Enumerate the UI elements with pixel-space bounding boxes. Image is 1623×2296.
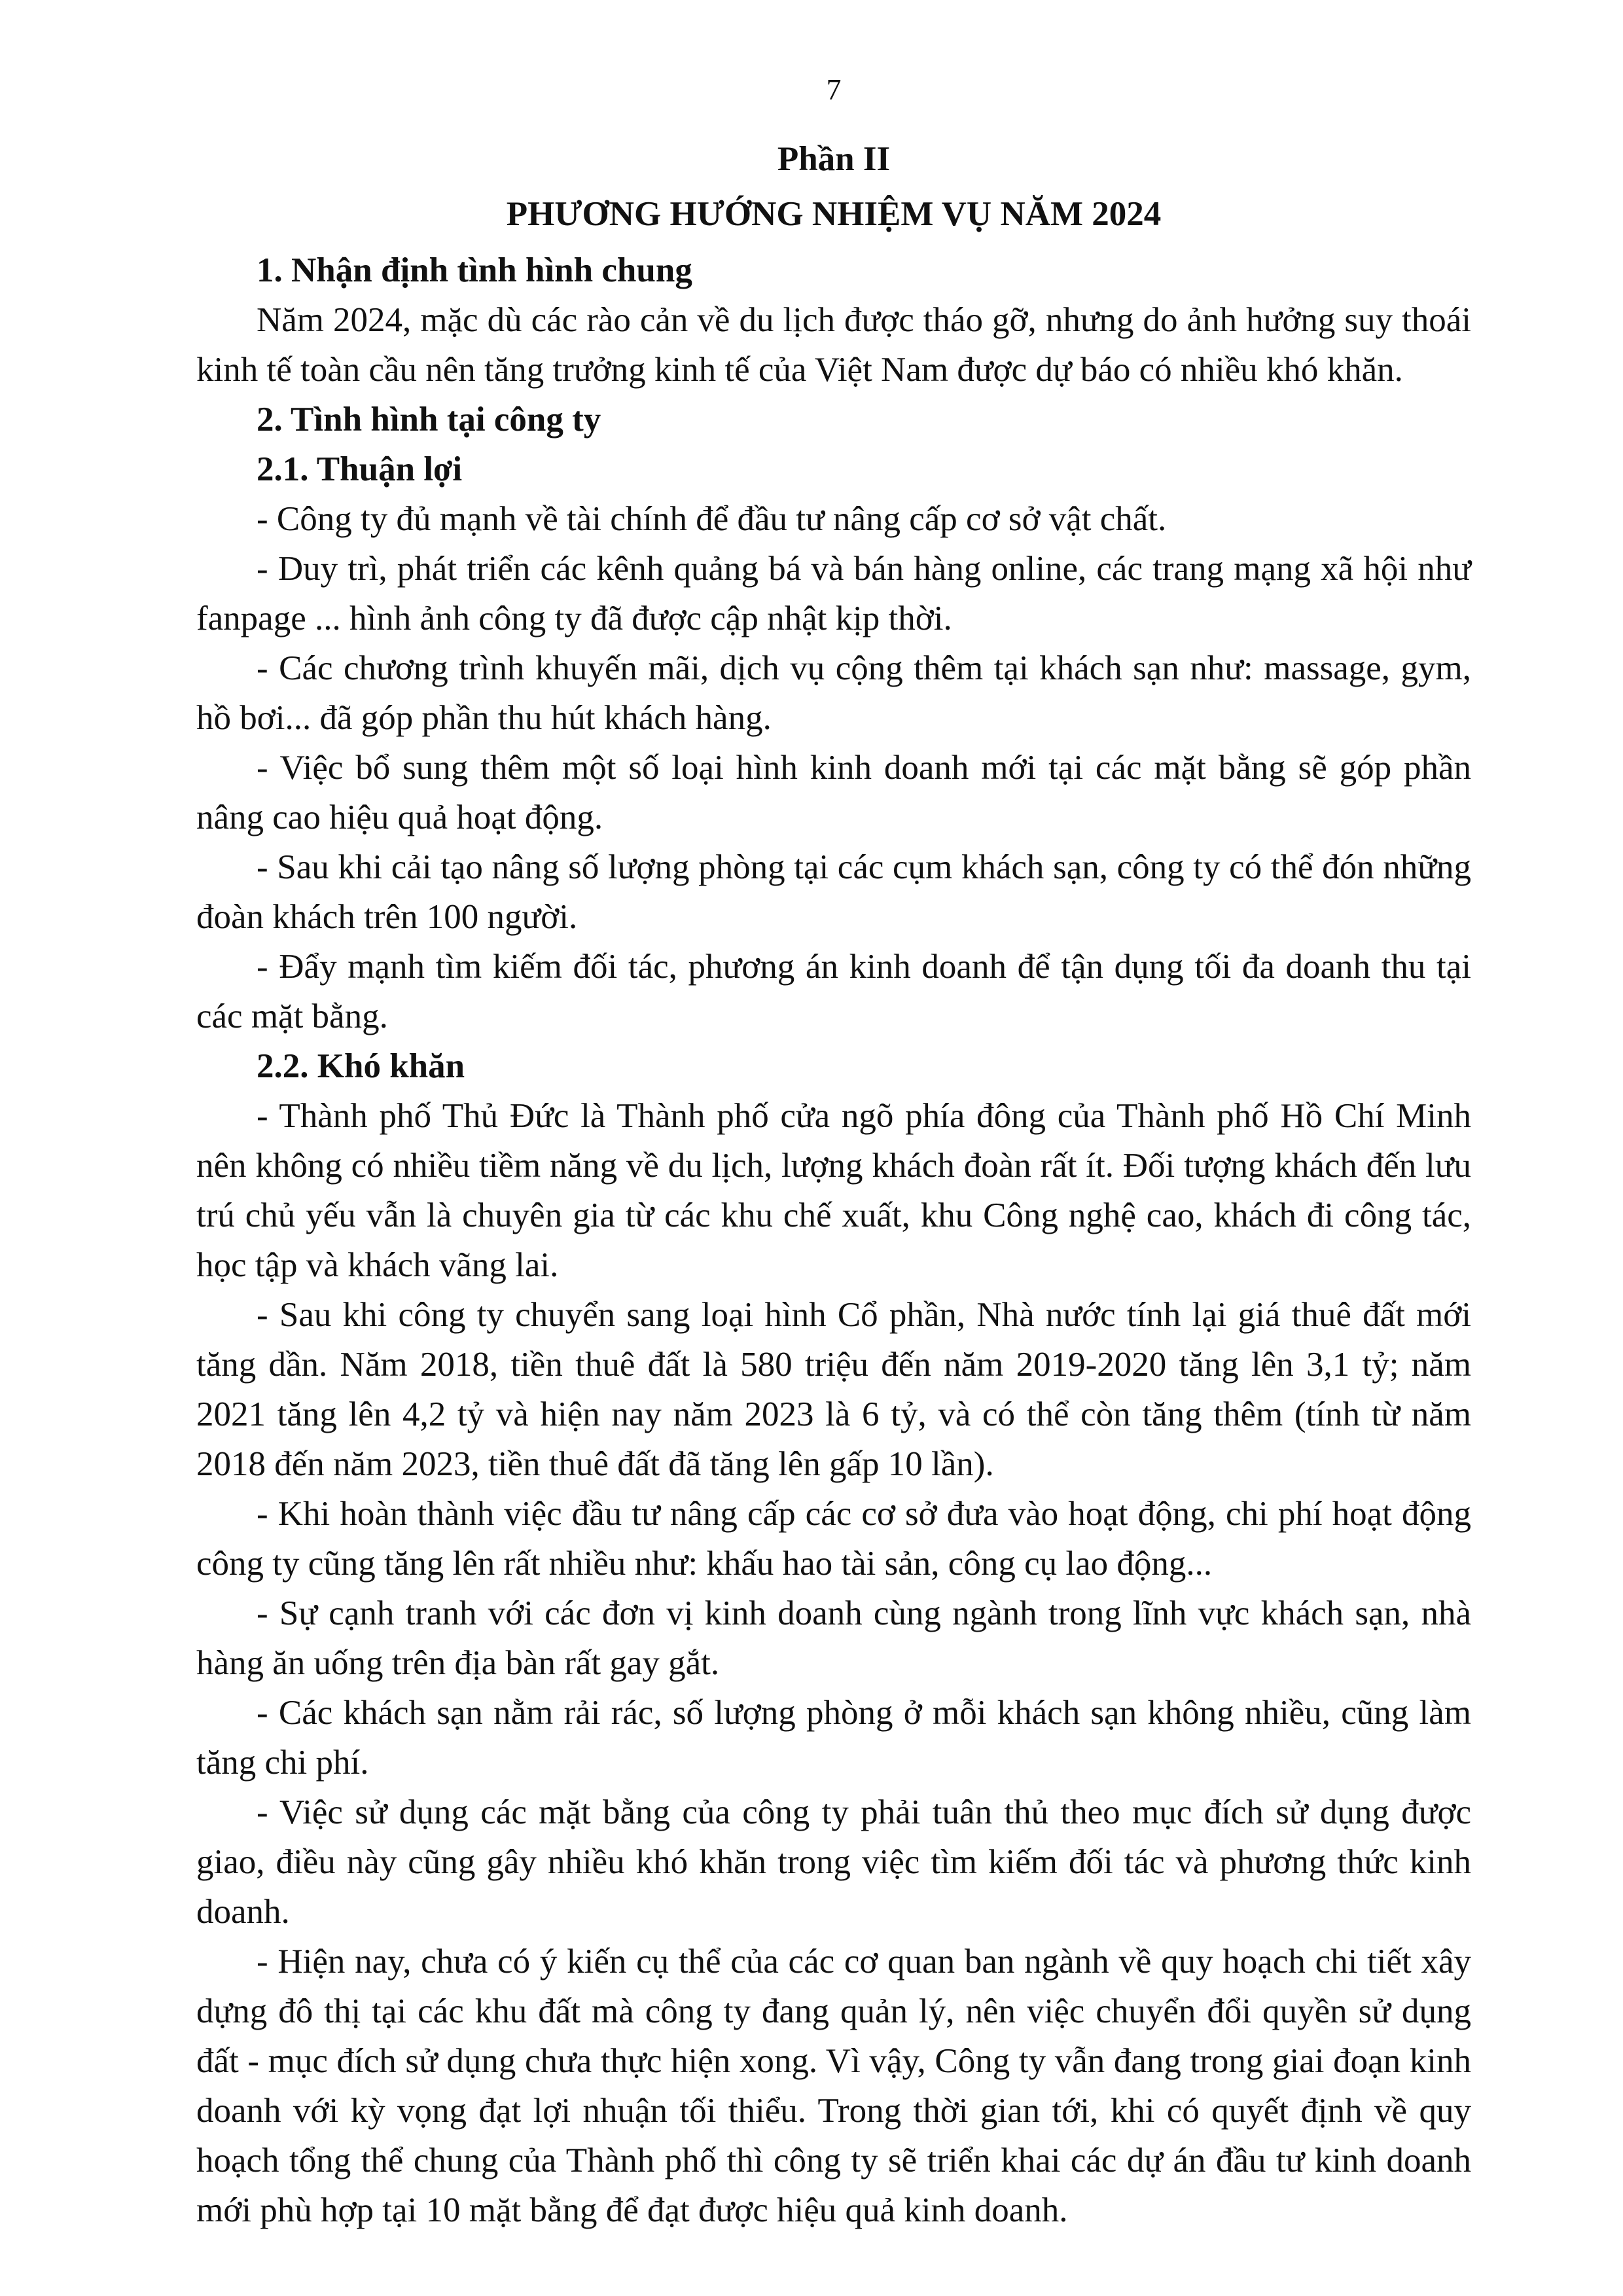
part-title: Phần II — [777, 140, 891, 178]
paragraph: - Các khách sạn nằm rải rác, số lượng phòng ở mỗi khách sạn không nhiều, cũng làm tăng chi phí. — [196, 1694, 1471, 1782]
document-title: PHƯƠNG HƯỚNG NHIỆM VỤ NĂM 2024 — [506, 195, 1162, 233]
document-page — [196, 72, 1471, 2235]
paragraph: - Sau khi cải tạo nâng số lượng phòng tại các cụm khách sạn, công ty có thể đón những đoàn khách trên 100 người. — [196, 848, 1471, 936]
paragraph: - Đẩy mạnh tìm kiếm đối tác, phương án kinh doanh để tận dụng tối đa doanh thu tại các mặt bằng. — [196, 948, 1471, 1035]
paragraph: - Việc bổ sung thêm một số loại hình kinh doanh mới tại các mặt bằng sẽ góp phần nâng cao hiệu quả hoạt động. — [196, 749, 1471, 836]
paragraph: - Các chương trình khuyến mãi, dịch vụ cộng thêm tại khách sạn như: massage, gym, hồ bơi... đã góp phần thu hút khách hàng. — [196, 649, 1471, 737]
paragraph: - Hiện nay, chưa có ý kiến cụ thể của các cơ quan ban ngành về quy hoạch chi tiết xây dựng đô thị tại các khu đất mà công ty đang quản lý, nên việc chuyển đổi quyền sử dụng đất - mục đích sử dụng chưa thực hiện xong. Vì vậy, Công ty vẫn đang trong giai đoạn kinh doanh với kỳ vọng đạt lợi nhuận tối thiểu. Trong thời gian tới, khi có quyết định về quy hoạch tổng thể chung của Thành phố thì công ty sẽ triển khai các dự án đầu tư kinh doanh mới phù hợp tại 10 mặt bằng để đạt được hiệu quả kinh doanh. — [196, 1943, 1471, 2229]
paragraph: - Sự cạnh tranh với các đơn vị kinh doanh cùng ngành trong lĩnh vực khách sạn, nhà hàng ăn uống trên địa bàn rất gay gắt. — [196, 1594, 1471, 1682]
paragraph: - Công ty đủ mạnh về tài chính để đầu tư nâng cấp cơ sở vật chất. — [257, 500, 1167, 538]
paragraph: Năm 2024, mặc dù các rào cản về du lịch được tháo gỡ, nhưng do ảnh hưởng suy thoái kinh tế toàn cầu nên tăng trưởng kinh tế của Việt Nam được dự báo có nhiều khó khăn. — [196, 301, 1471, 389]
section-heading-2-2: 2.2. Khó khăn — [257, 1047, 465, 1085]
paragraph: - Duy trì, phát triển các kênh quảng bá và bán hàng online, các trang mạng xã hội như fanpage ... hình ảnh công ty đã được cập nhật kịp thời. — [196, 550, 1471, 637]
paragraph: - Việc sử dụng các mặt bằng của công ty phải tuân thủ theo mục đích sử dụng được giao, điều này cũng gây nhiều khó khăn trong việc tìm kiếm đối tác và phương thức kinh doanh. — [196, 1793, 1471, 1931]
paragraph: - Thành phố Thủ Đức là Thành phố cửa ngõ phía đông của Thành phố Hồ Chí Minh nên không có nhiều tiềm năng về du lịch, lượng khách đoàn rất ít. Đối tượng khách đến lưu trú chủ yếu vẫn là chuyên gia từ các khu chế xuất, khu Công nghệ cao, khách đi công tác, học tập và khách vãng lai. — [196, 1097, 1471, 1284]
page-number: 7 — [826, 73, 842, 106]
paragraph: - Khi hoàn thành việc đầu tư nâng cấp các cơ sở đưa vào hoạt động, chi phí hoạt động công ty cũng tăng lên rất nhiều như: khấu hao tài sản, công cụ lao động... — [196, 1495, 1471, 1583]
section-heading-1: 1. Nhận định tình hình chung — [257, 251, 692, 289]
section-heading-2-1: 2.1. Thuận lợi — [257, 450, 463, 488]
section-heading-2: 2. Tình hình tại công ty — [257, 401, 601, 439]
paragraph: - Sau khi công ty chuyển sang loại hình Cổ phần, Nhà nước tính lại giá thuê đất mới tăng dần. Năm 2018, tiền thuê đất là 580 triệu đến năm 2019-2020 tăng lên 3,1 tỷ; năm 2021 tăng lên 4,2 tỷ và hiện nay năm 2023 là 6 tỷ, và có thể còn tăng thêm (tính từ năm 2018 đến năm 2023, tiền thuê đất đã tăng lên gấp 10 lần). — [196, 1296, 1471, 1483]
